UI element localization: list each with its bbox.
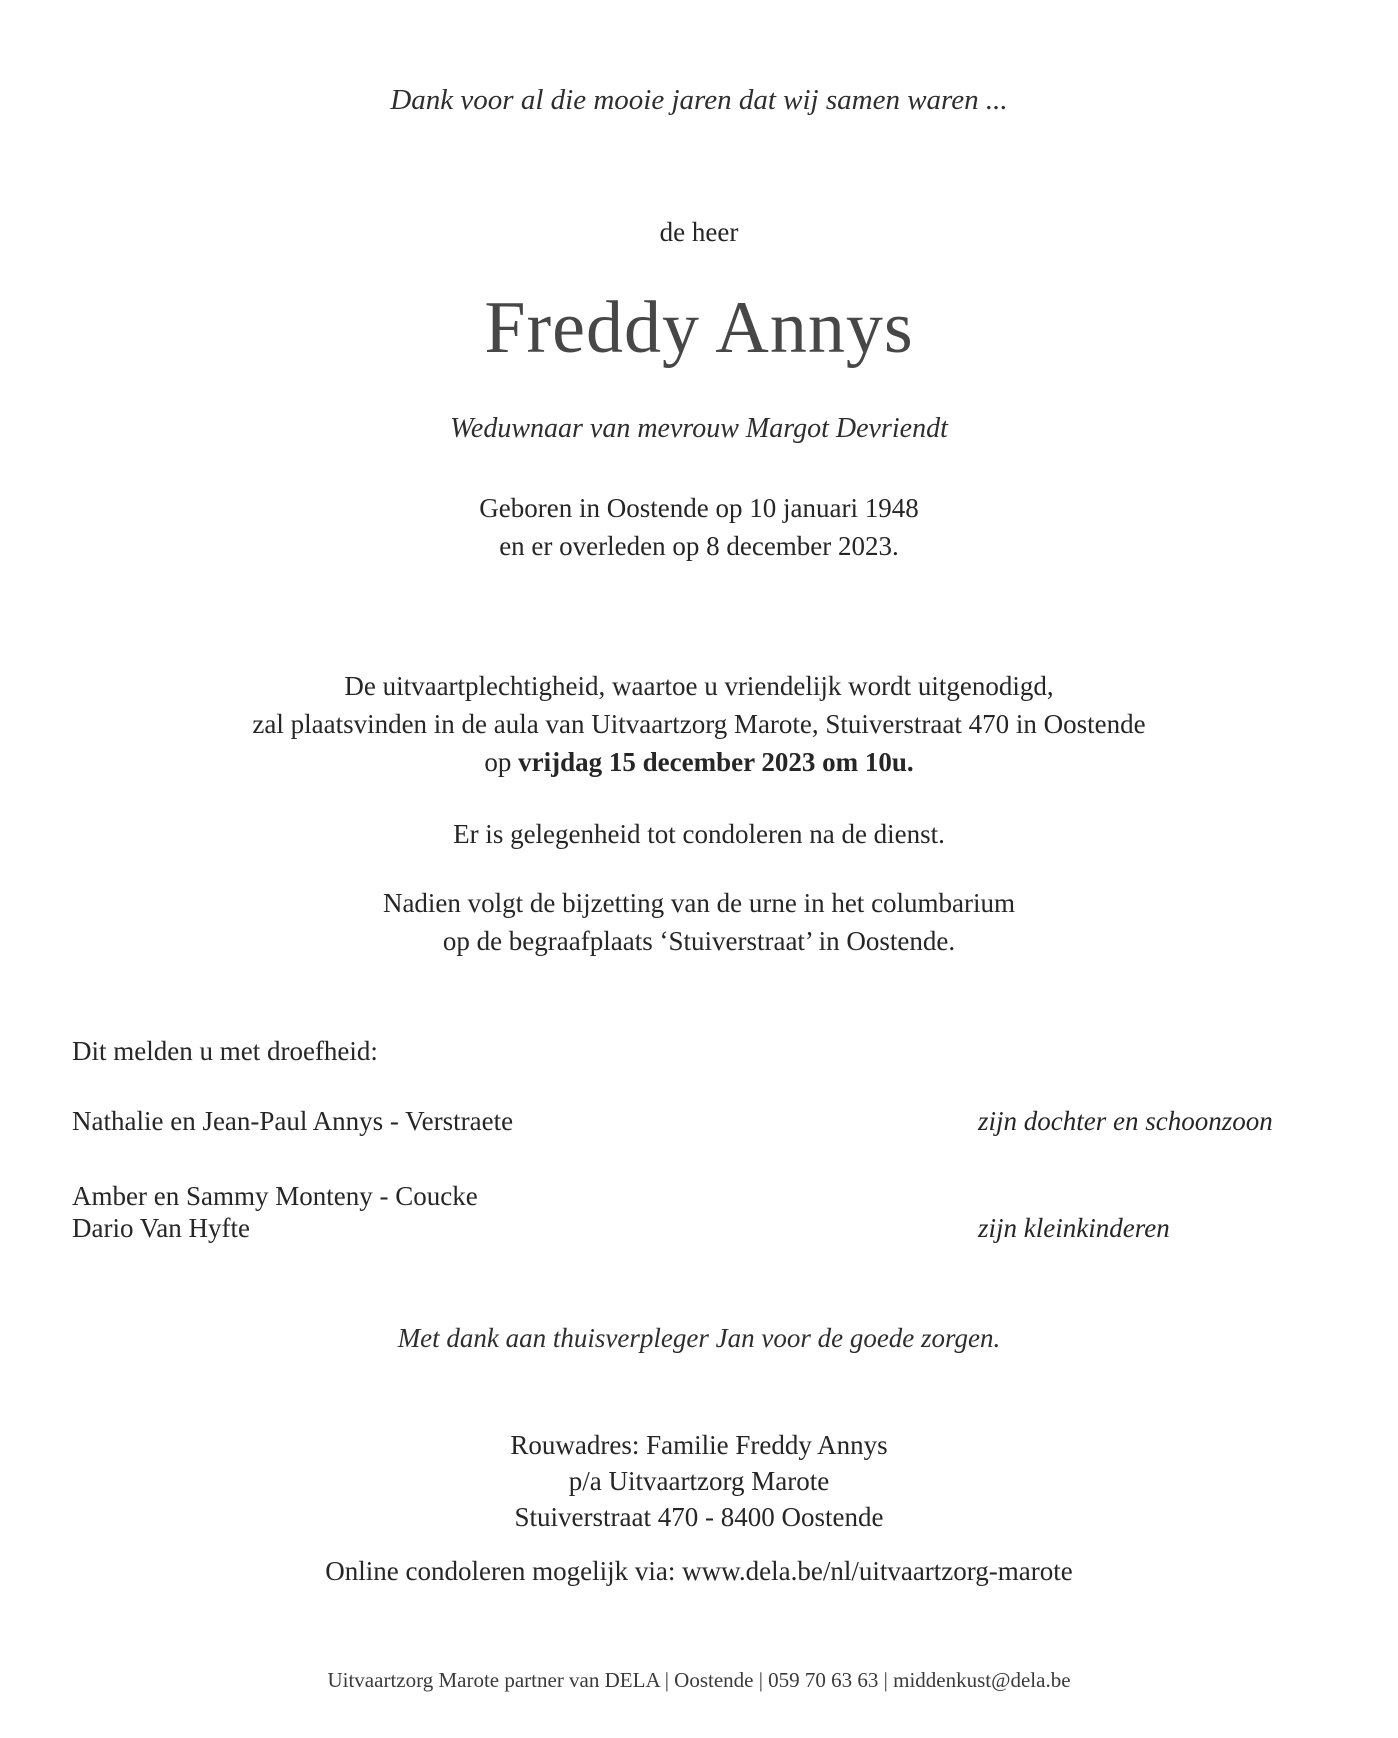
ceremony-line-1: De uitvaartplechtigheid, waartoe u vriendelijk wordt uitgenodigd, <box>344 671 1054 701</box>
family-names: Dario Van Hyfte <box>72 1213 250 1243</box>
announcement-intro: Dit melden u met droefheid: <box>72 1036 378 1066</box>
family-row <box>0 1209 1398 1247</box>
condolence-line: Er is gelegenheid tot condoleren na de dienst. <box>453 819 945 849</box>
ceremony-block <box>0 667 1398 781</box>
widower-line: Weduwnaar van mevrouw Margot Devriendt <box>450 413 948 444</box>
mourning-address-line-1: Rouwadres: Familie Freddy Annys <box>510 1430 888 1460</box>
birth-death-block <box>0 489 1398 565</box>
ceremony-date-bold: vrijdag 15 december 2023 om 10u. <box>518 747 914 777</box>
memorial-quote: Dank voor al die mooie jaren dat wij samen waren ... <box>390 84 1008 116</box>
family-relation: zijn kleinkinderen <box>978 1213 1170 1243</box>
family-names: Amber en Sammy Monteny - Coucke <box>72 1181 478 1211</box>
salutation: de heer <box>659 217 739 247</box>
interment-block <box>0 884 1398 960</box>
interment-line-2: op de begraafplaats ‘Stuiverstraat’ in Oostende. <box>442 926 956 956</box>
ceremony-line-2: zal plaatsvinden in de aula van Uitvaartzorg Marote, Stuiverstraat 470 in Oostende <box>252 709 1146 739</box>
ceremony-line-3 <box>0 743 1398 781</box>
mourning-address-block <box>0 1427 1398 1535</box>
family-relation: zijn dochter en schoonzoon <box>978 1106 1273 1136</box>
funeral-home-footer: Uitvaartzorg Marote partner van DELA | Oostende | 059 70 63 63 | middenkust@dela.be <box>327 1668 1071 1692</box>
online-condolence-line: Online condoleren mogelijk via: www.dela.be/nl/uitvaartzorg-marote <box>325 1556 1073 1586</box>
death-line: en er overleden op 8 december 2023. <box>499 531 899 561</box>
birth-line: Geboren in Oostende op 10 januari 1948 <box>479 493 919 523</box>
mourning-address-line-2: p/a Uitvaartzorg Marote <box>568 1466 830 1496</box>
interment-line-1: Nadien volgt de bijzetting van de urne in het columbarium <box>382 888 1016 918</box>
deceased-name: Freddy Annys <box>484 287 914 369</box>
mourning-address-line-3: Stuiverstraat 470 - 8400 Oostende <box>514 1502 884 1532</box>
thanks-line: Met dank aan thuisverpleger Jan voor de goede zorgen. <box>397 1323 1001 1353</box>
ceremony-date-prefix: op <box>484 747 519 777</box>
family-row <box>0 1102 1398 1140</box>
family-names: Nathalie en Jean-Paul Annys - Verstraete <box>72 1106 514 1136</box>
